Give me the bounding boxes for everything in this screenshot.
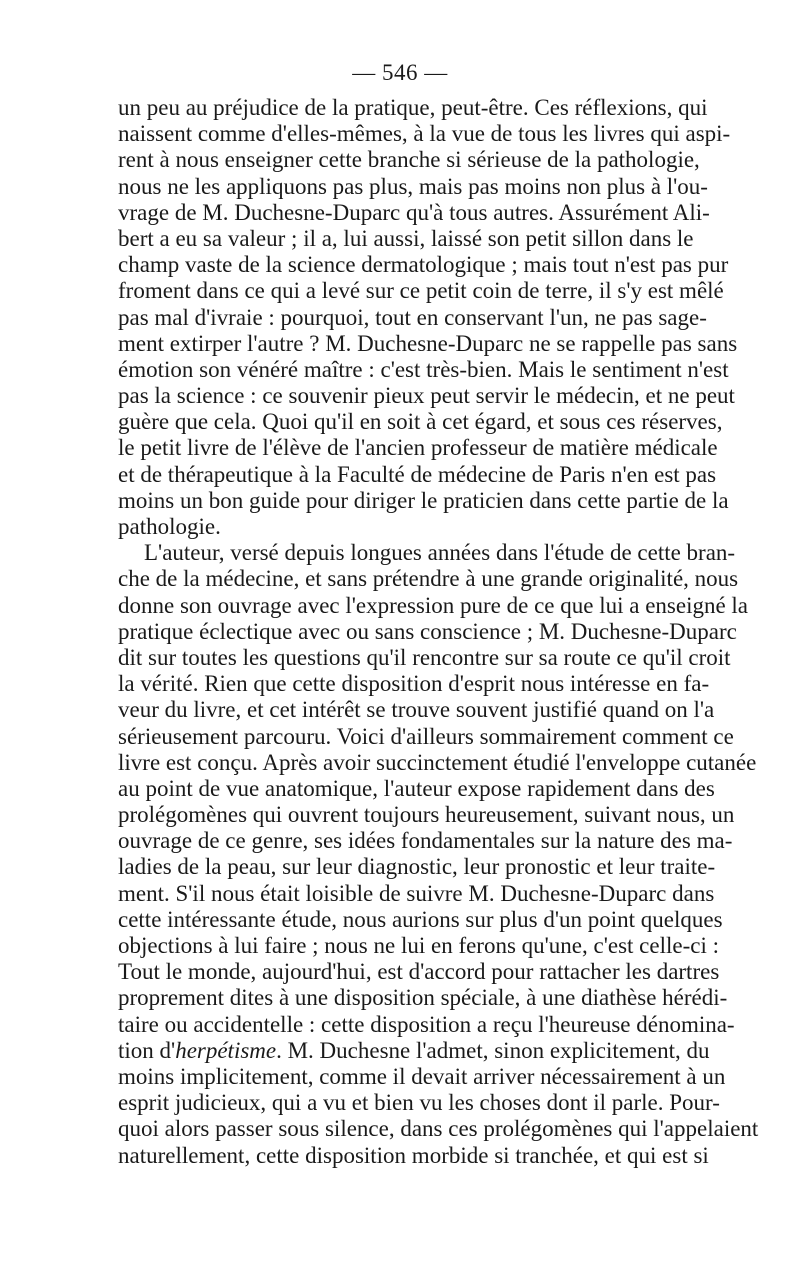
body-text	[118, 95, 759, 1169]
text-line: taire ou accidentelle : cette disposition a reçu l'heureuse dénomina-	[118, 1011, 735, 1037]
text-line: proprement dites à une disposition spéciale, à une diathèse hérédi-	[118, 985, 728, 1011]
text-line: le petit livre de l'élève de l'ancien professeur de matière médicale	[118, 435, 718, 461]
text-line: rent à nous enseigner cette branche si sérieuse de la pathologie,	[118, 147, 700, 173]
text-line: sérieusement parcouru. Voici d'ailleurs sommairement comment ce	[118, 723, 734, 749]
paragraph-2	[118, 540, 759, 1169]
text-line: quoi alors passer sous silence, dans ces prolégomènes qui l'appelaient	[118, 1116, 759, 1142]
page-number: — 546 —	[352, 60, 448, 85]
text-line: émotion son vénéré maître : c'est très-bien. Mais le sentiment n'est	[118, 356, 729, 382]
text-line: un peu au préjudice de la pratique, peut-être. Ces réflexions, qui	[118, 95, 708, 120]
italic-term: herpétisme	[175, 1037, 277, 1063]
text-line: Tout le monde, aujourd'hui, est d'accord pour rattacher les dartres	[118, 959, 720, 985]
text-line: prolégomènes qui ouvrent toujours heureusement, suivant nous, un	[118, 802, 735, 828]
text-line: pratique éclectique avec ou sans conscience ; M. Duchesne-Duparc	[118, 618, 737, 644]
text-line: naissent comme d'elles-mêmes, à la vue de tous les livres qui aspi-	[118, 121, 731, 147]
text-line: bert a eu sa valeur ; il a, lui aussi, laissé son petit sillon dans le	[118, 225, 694, 251]
text-line: et de thérapeutique à la Faculté de médecine de Paris n'en est pas	[118, 461, 717, 487]
text-fragment: tion d'	[118, 1037, 176, 1063]
paragraph-1	[118, 95, 738, 540]
text-line: moins implicitement, comme il devait arriver nécessairement à un	[118, 1063, 726, 1089]
text-line: livre est conçu. Après avoir succinctement étudié l'enveloppe cutanée	[118, 749, 757, 775]
text-line: cette intéressante étude, nous aurions sur plus d'un point quelques	[118, 906, 723, 932]
text-line: moins un bon guide pour diriger le praticien dans cette partie de la	[118, 487, 729, 513]
text-line: nous ne les appliquons pas plus, mais pas moins non plus à l'ou-	[118, 173, 708, 199]
text-line: esprit judicieux, qui a vu et bien vu les choses dont il parle. Pour-	[118, 1090, 720, 1116]
text-line: froment dans ce qui a levé sur ce petit coin de terre, il s'y est mêlé	[118, 278, 724, 304]
text-line: ment extirper l'autre ? M. Duchesne-Duparc ne se rappelle pas sans	[118, 330, 738, 356]
text-line: naturellement, cette disposition morbide si tranchée, et qui est si	[118, 1142, 709, 1168]
text-line: pathologie.	[118, 514, 221, 539]
text-line: donne son ouvrage avec l'expression pure de ce que lui a enseigné la	[118, 592, 749, 618]
text-line: champ vaste de la science dermatologique ; mais tout n'est pas pur	[118, 252, 729, 278]
text-line: ladies de la peau, sur leur diagnostic, leur pronostic et leur traite-	[118, 854, 716, 880]
text-line: che de la médecine, et sans prétendre à une grande originalité, nous	[118, 566, 739, 592]
text-line: guère que cela. Quoi qu'il en soit à cet égard, et sous ces réserves,	[118, 409, 723, 435]
text-line: dit sur toutes les questions qu'il rencontre sur sa route ce qu'il croit	[118, 644, 731, 670]
text-line: pas la science : ce souvenir pieux peut servir le médecin, et ne peut	[118, 383, 735, 409]
text-line: la vérité. Rien que cette disposition d'esprit nous intéresse en fa-	[118, 671, 710, 697]
text-line: objections à lui faire ; nous ne lui en ferons qu'une, c'est celle-ci :	[118, 933, 719, 958]
text-line	[118, 1037, 710, 1064]
text-fragment: . M. Duchesne l'admet, sinon explicitement, du	[276, 1037, 710, 1063]
text-line: ment. S'il nous était loisible de suivre M. Duchesne-Duparc dans	[118, 880, 715, 906]
text-line: ouvrage de ce genre, ses idées fondamentales sur la nature des ma-	[118, 828, 733, 854]
text-line: pas mal d'ivraie : pourquoi, tout en conservant l'un, ne pas sage-	[118, 304, 707, 330]
text-line: au point de vue anatomique, l'auteur expose rapidement dans des	[118, 775, 715, 801]
text-line: L'auteur, versé depuis longues années dans l'étude de cette bran-	[144, 540, 736, 566]
text-line: veur du livre, et cet intérêt se trouve souvent justifié quand on l'a	[118, 697, 715, 723]
text-line: vrage de M. Duchesne-Duparc qu'à tous autres. Assurément Ali-	[118, 199, 710, 225]
